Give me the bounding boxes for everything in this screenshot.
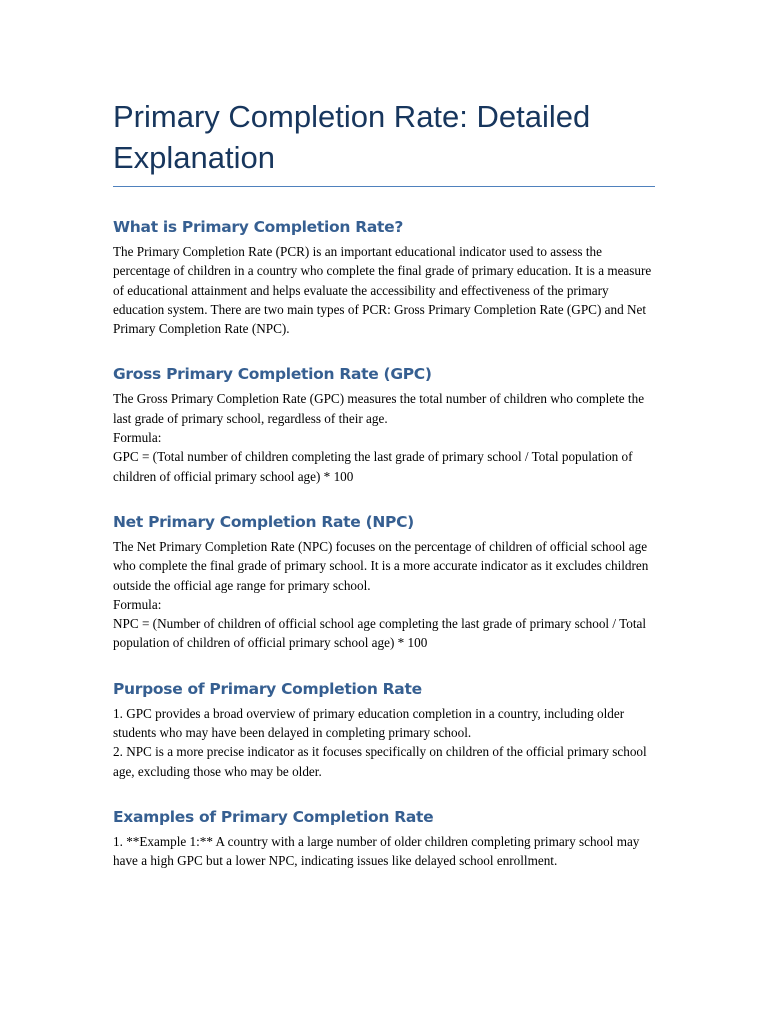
document-title: Primary Completion Rate: Detailed Explanation [113, 96, 655, 187]
formula-text: GPC = (Total number of children completing the last grade of primary school / Total population of children of official primary school age) * 100 [113, 449, 633, 484]
section-heading: Gross Primary Completion Rate (GPC) [113, 365, 432, 384]
section-what-is-pcr [113, 217, 655, 338]
section-heading: What is Primary Completion Rate? [113, 218, 404, 236]
paragraph: The Net Primary Completion Rate (NPC) focuses on the percentage of children of official school age who complete the final grade of primary school. It is a more accurate indicator as it excludes children outside the official age range for primary school. [113, 538, 649, 593]
section-heading: Net Primary Completion Rate (NPC) [113, 512, 414, 531]
section-purpose [113, 679, 655, 781]
paragraph: The Gross Primary Completion Rate (GPC) measures the total number of children who complete the last grade of primary school, regardless of their age. [113, 391, 645, 426]
formula-text: NPC = (Number of children of official school age completing the last grade of primary school / Total population of children of official primary school age) * 100 [113, 616, 647, 651]
list-item: 1. **Example 1:** A country with a large number of older children completing primary school may have a high GPC but a lower NPC, indicating issues like delayed school enrollment. [113, 833, 640, 869]
section-npc [113, 512, 655, 653]
section-heading: Purpose of Primary Completion Rate [113, 679, 422, 698]
section-gpc [113, 364, 655, 485]
document-page [113, 96, 655, 871]
list-item: 2. NPC is a more precise indicator as it focuses specifically on children of the official primary school age, excluding those who may be older. [113, 744, 647, 779]
list-item: 1. GPC provides a broad overview of primary education completion in a country, including older students who may have been delayed in completing primary school. [113, 705, 625, 741]
paragraph: The Primary Completion Rate (PCR) is an important educational indicator used to assess the percentage of children in a country who complete the final grade of primary education. It is a measure of educational attainment and helps evaluate the accessibility and effectiveness of the primary education system. There are two main types of PCR: Gross Primary Completion Rate (GPC) and Net Primary Completion Rate (NPC). [113, 244, 652, 337]
formula-label: Formula: [113, 430, 162, 446]
section-examples [113, 807, 655, 871]
formula-label: Formula: [113, 596, 162, 612]
section-heading: Examples of Primary Completion Rate [113, 807, 434, 826]
